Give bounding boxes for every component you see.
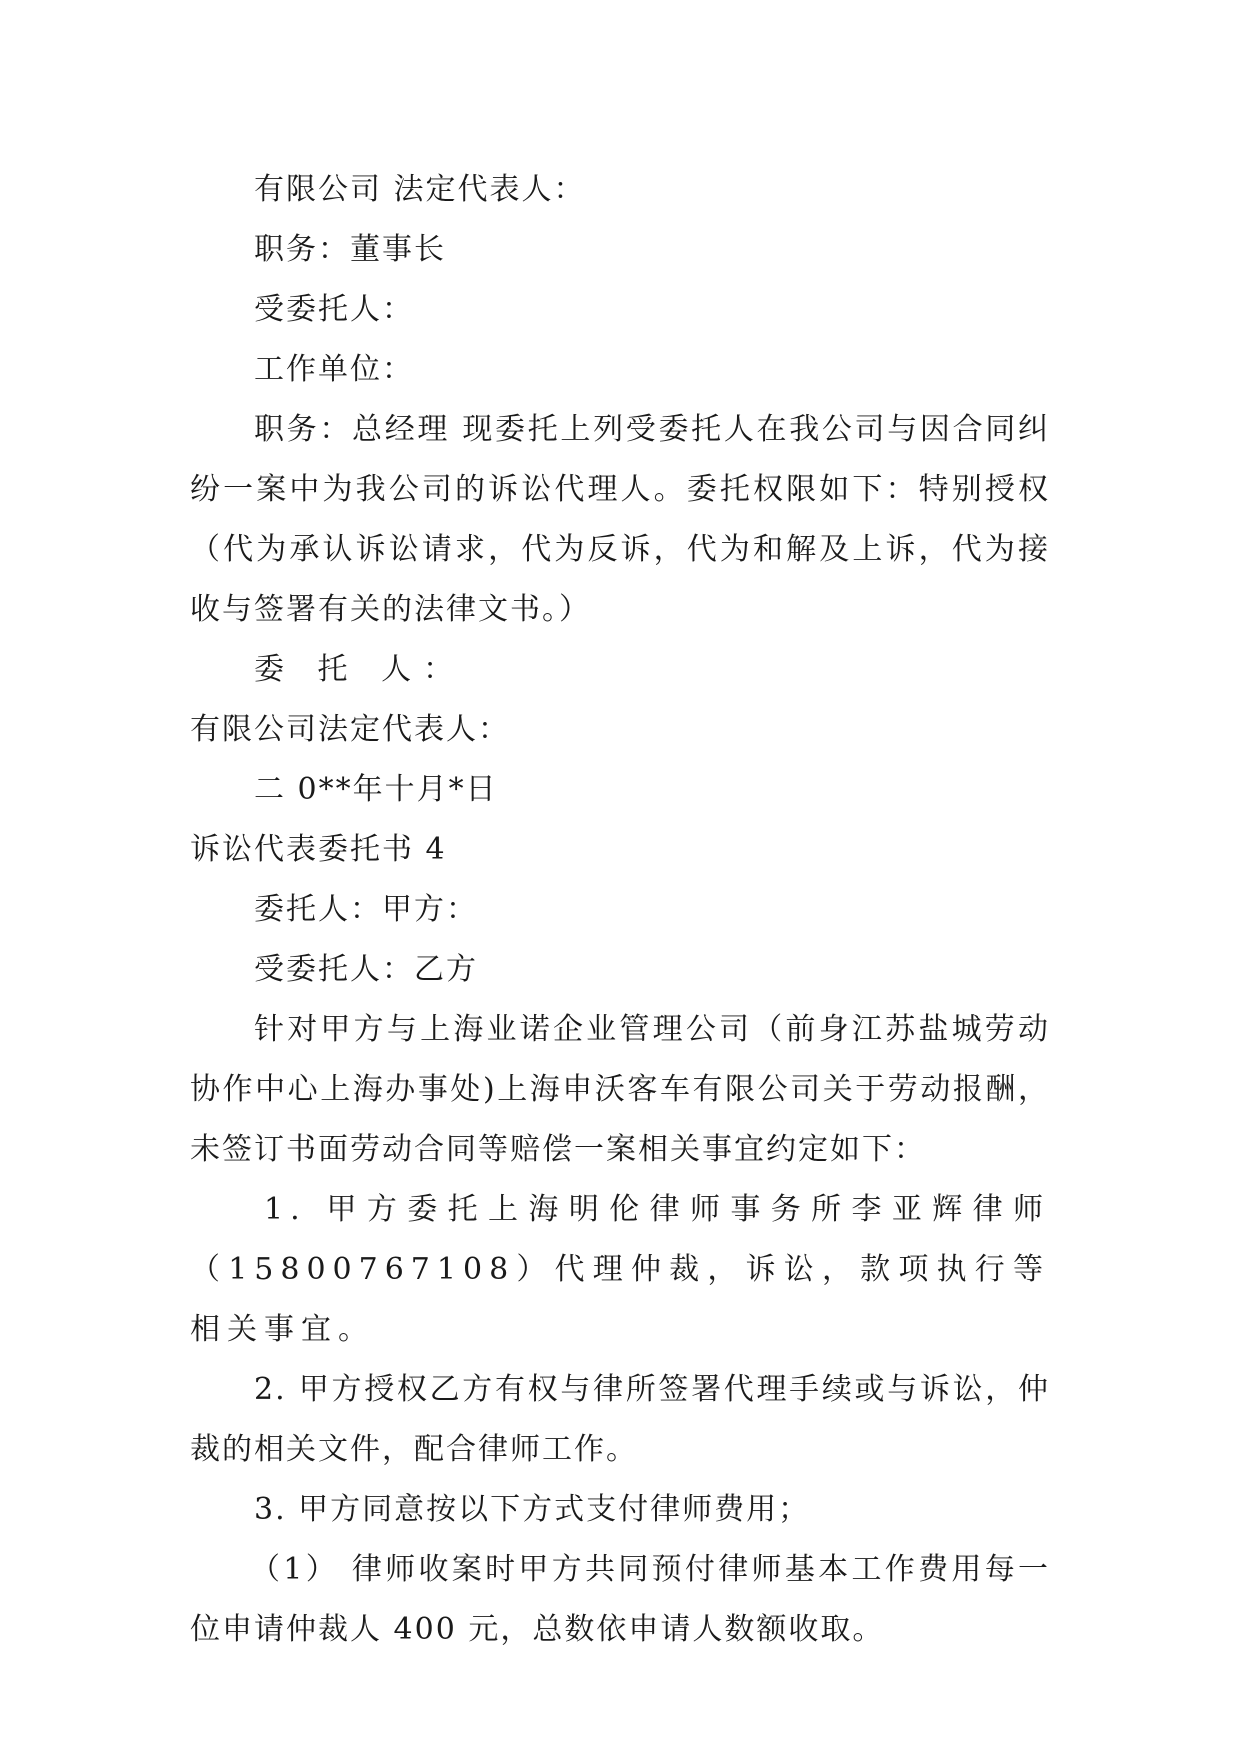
work-unit-line: 工作单位： [254,352,414,387]
company-legal-rep-line: 有限公司法定代表人： [190,712,510,747]
clause-3: 3. 甲方同意按以下方式支付律师费用； [254,1492,811,1527]
authorization-paragraph: 职务：总经理 现委托上列受委托人在我公司与因合同纠纷一案中为我公司的诉讼代理人。委托权限如下：特别授权（代为承认诉讼请求，代为反诉，代为和解及上诉，代为接收与签署有关的法律文书。） [190,412,1050,627]
clause-1: 1. 甲方委托上海明伦律师事务所李亚辉律师（15800767108）代理仲裁，诉讼，款项执行等相关事宜。 [190,1192,1050,1347]
position-chairman-line: 职务：董事长 [254,232,446,267]
clause-3-item-1: （1） 律师收案时甲方共同预付律师基本工作费用每一位申请仲裁人 400 元，总数依申请人数额收取。 [190,1552,1050,1647]
case-description-paragraph: 针对甲方与上海业诺企业管理公司（前身江苏盐城劳动协作中心上海办事处)上海申沃客车有限公司关于劳动报酬，未签订书面劳动合同等赔偿一案相关事宜约定如下： [190,1012,1050,1167]
clause-2: 2. 甲方授权乙方有权与律所签署代理手续或与诉讼，仲裁的相关文件，配合律师工作。 [190,1372,1050,1467]
date-line: 二 0**年十月*日 [254,772,498,807]
principal-party-line: 委托人：甲方： [254,892,478,927]
principal-signature-line: 委 托 人： [254,652,466,687]
trustee-line: 受委托人： [254,292,414,327]
section-title: 诉讼代表委托书 4 [190,832,447,867]
document-body [190,160,1050,1660]
legal-rep-line: 有限公司 法定代表人： [254,172,586,207]
trustee-party-line: 受委托人：乙方 [254,952,478,987]
